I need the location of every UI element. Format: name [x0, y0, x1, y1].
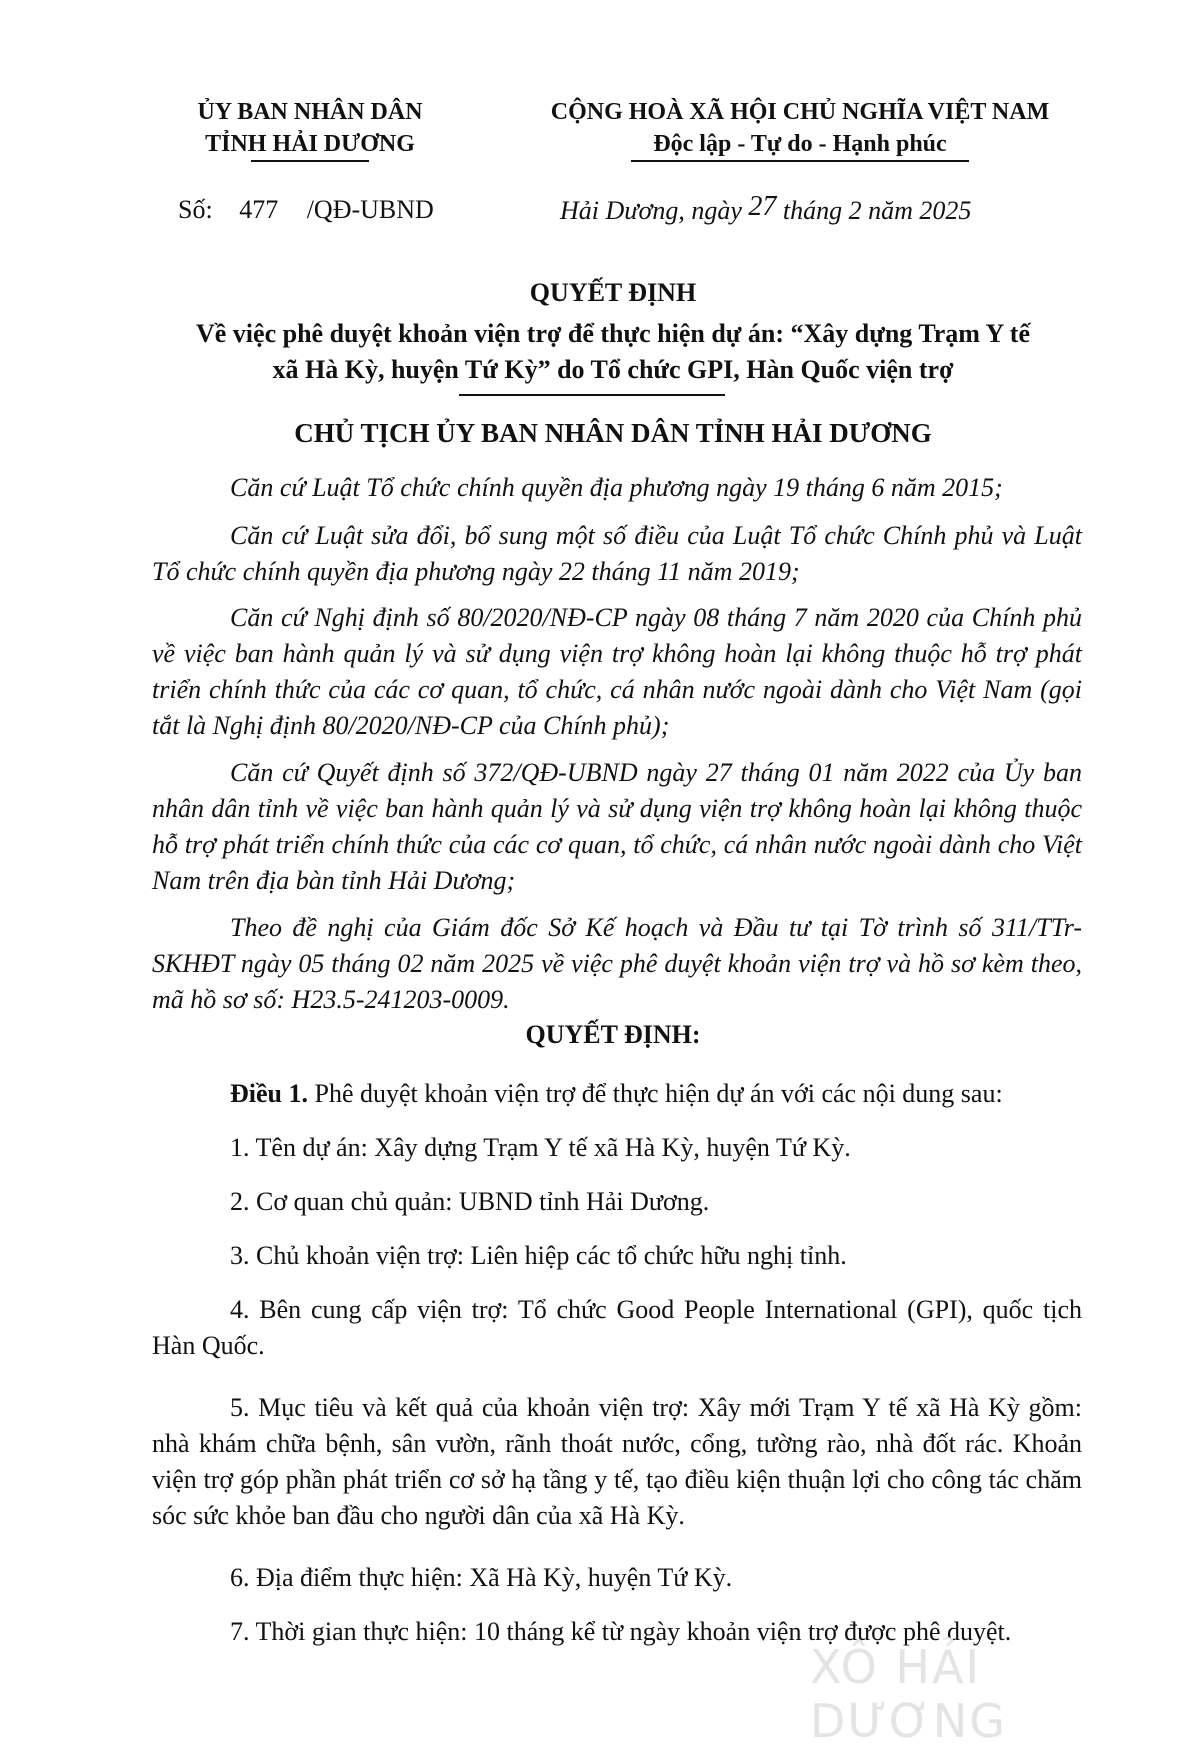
item-7: 7. Thời gian thực hiện: 10 tháng kể từ ngày khoản viện trợ được phê duyệt. — [230, 1617, 1012, 1646]
number-suffix: /QĐ-UBND — [306, 195, 434, 224]
document-type-heading: QUYẾT ĐỊNH — [529, 278, 697, 307]
item-6: 6. Địa điểm thực hiện: Xã Hà Kỳ, huyện Tứ Kỳ. — [230, 1563, 733, 1592]
national-motto — [490, 96, 1110, 162]
org-line-2: TỈNH HẢI DƯƠNG — [205, 131, 415, 157]
org-line-1: ỦY BAN NHÂN DÂN — [197, 99, 423, 125]
nation-line-1: CỘNG HOÀ XÃ HỘI CHỦ NGHĨA VIỆT NAM — [550, 99, 1050, 125]
document-number — [178, 195, 434, 225]
item-4: 4. Bên cung cấp viện trợ: Tổ chức Good People International (GPI), quốc tịch Hàn Quốc. — [152, 1295, 1082, 1360]
watermark: XÔ HẢI DƯƠNG — [810, 1640, 1007, 1748]
legal-basis-3: Căn cứ Nghị định số 80/2020/NĐ-CP ngày 08 tháng 7 năm 2020 của Chính phủ về việc ban hành quản lý và sử dụng viện trợ không hoàn lại không thuộc hỗ trợ phát triển chính thức của các cơ quan, tổ chức, cá nhân nước ngoài dành cho Việt Nam (gọi tắt là Nghị định 80/2020/NĐ-CP của Chính phủ); — [152, 603, 1082, 740]
nation-line-2: Độc lập - Tự do - Hạnh phúc — [653, 131, 947, 157]
decision-heading: QUYẾT ĐỊNH: — [525, 1020, 701, 1049]
issue-date — [560, 191, 972, 227]
item-1: 1. Tên dự án: Xây dựng Trạm Y tế xã Hà Kỳ, huyện Tứ Kỳ. — [230, 1133, 851, 1162]
legal-basis-1: Căn cứ Luật Tổ chức chính quyền địa phương ngày 19 tháng 6 năm 2015; — [230, 473, 1003, 502]
article-1-text: Phê duyệt khoản viện trợ để thực hiện dự án với các nội dung sau: — [308, 1079, 1003, 1108]
org-underline — [251, 160, 369, 162]
legal-basis-4: Căn cứ Quyết định số 372/QĐ-UBND ngày 27 tháng 01 năm 2022 của Ủy ban nhân dân tỉnh về việc ban hành quản lý và sử dụng viện trợ không hoàn lại không thuộc hỗ trợ phát triển chính thức của các cơ quan, tổ chức, cá nhân nước ngoài dành cho Việt Nam trên địa bàn tỉnh Hải Dương; — [152, 758, 1082, 895]
date-prefix: Hải Dương, ngày — [560, 196, 742, 225]
date-day: 27 — [748, 191, 777, 222]
subject-line-2: xã Hà Kỳ, huyện Tứ Kỳ” do Tổ chức GPI, Hàn Quốc viện trợ — [272, 355, 954, 384]
motto-underline — [631, 160, 969, 162]
article-1 — [152, 1076, 1082, 1112]
subject-line-1: Về việc phê duyệt khoản viện trợ để thực hiện dự án: “Xây dựng Trạm Y tế — [195, 319, 1030, 348]
item-2: 2. Cơ quan chủ quản: UBND tỉnh Hải Dương. — [230, 1187, 710, 1216]
subject-underline — [459, 394, 725, 396]
article-1-label: Điều 1. — [230, 1079, 308, 1108]
authority-heading: CHỦ TỊCH ỦY BAN NHÂN DÂN TỈNH HẢI DƯƠNG — [294, 418, 932, 448]
legal-basis-5: Theo đề nghị của Giám đốc Sở Kế hoạch và Đầu tư tại Tờ trình số 311/TTr-SKHĐT ngày 05 tháng 02 năm 2025 về việc phê duyệt khoản viện trợ và hồ sơ kèm theo, mã hồ sơ số: H23.5-241203-0009. — [152, 913, 1082, 1014]
issuing-organization — [160, 96, 460, 162]
document-subject — [140, 316, 1086, 388]
item-5: 5. Mục tiêu và kết quả của khoản viện trợ: Xây mới Trạm Y tế xã Hà Kỳ gồm: nhà khám chữa bệnh, sân vườn, rãnh thoát nước, cổng, tường rào, nhà đốt rác. Khoản viện trợ góp phần phát triển cơ sở hạ tầng y tế, tạo điều kiện thuận lợi cho công tác chăm sóc sức khỏe ban đầu cho người dân của xã Hà Kỳ. — [152, 1393, 1082, 1530]
item-3: 3. Chủ khoản viện trợ: Liên hiệp các tổ chức hữu nghị tỉnh. — [230, 1241, 847, 1270]
date-suffix: tháng 2 năm 2025 — [782, 196, 972, 225]
number-value: 477 — [239, 195, 279, 224]
number-label: Số: — [178, 195, 213, 224]
legal-basis-2: Căn cứ Luật sửa đổi, bổ sung một số điều của Luật Tổ chức Chính phủ và Luật Tổ chức chính quyền địa phương ngày 22 tháng 11 năm 2019; — [152, 521, 1082, 586]
